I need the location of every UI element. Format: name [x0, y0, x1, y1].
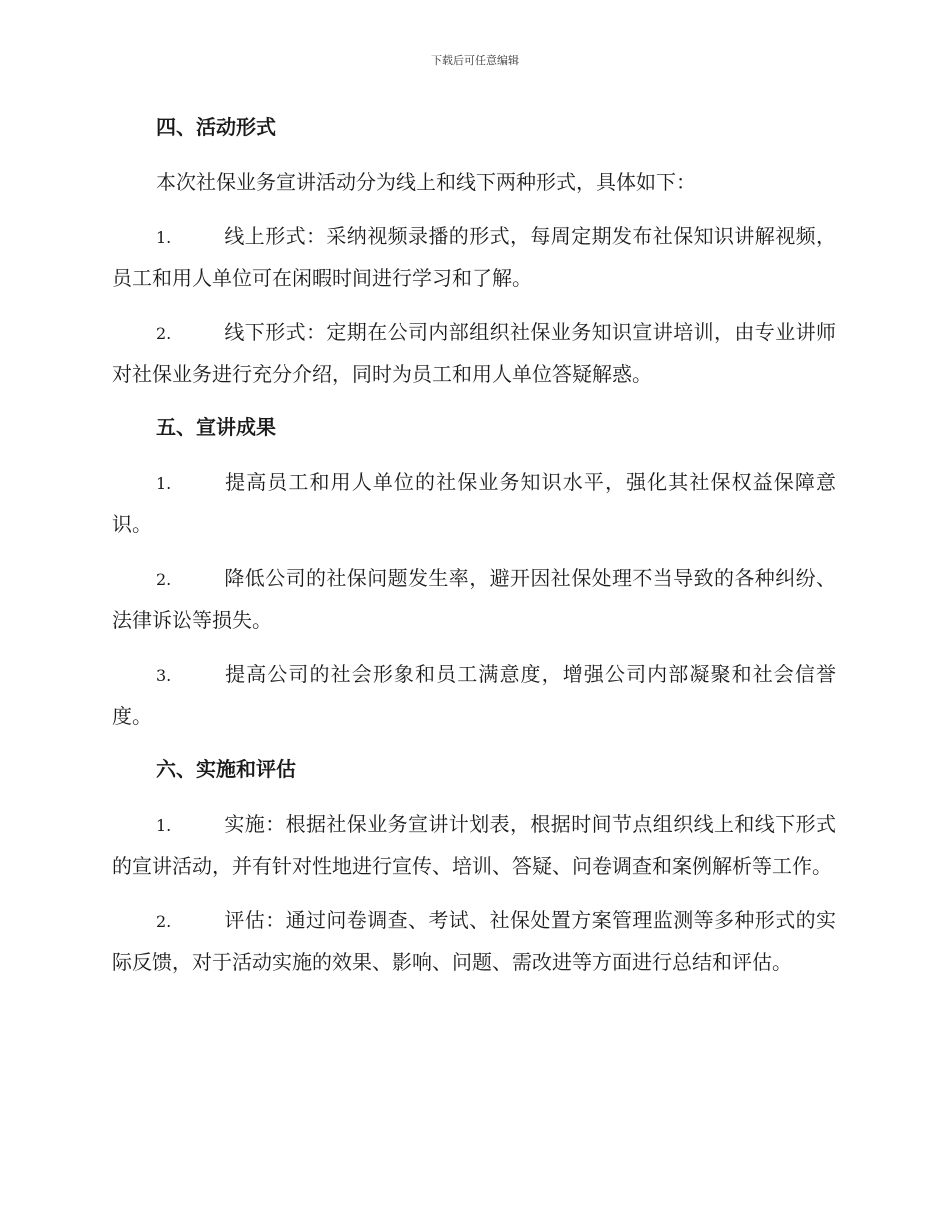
- list-item: [112, 804, 836, 886]
- item-number: 2.: [156, 570, 172, 589]
- item-number: 3.: [156, 666, 172, 685]
- item-number: 1.: [156, 228, 172, 247]
- list-item: [112, 312, 836, 394]
- item-text: 提高员工和用人单位的社保业务知识水平，强化其社保权益保障意识。: [112, 470, 836, 536]
- item-number: 2.: [156, 912, 172, 931]
- section-intro: 本次社保业务宣讲活动分为线上和线下两种形式，具体如下：: [156, 170, 696, 194]
- section-title-outcomes: 五、宣讲成果: [156, 415, 276, 439]
- list-item: [112, 900, 836, 982]
- list-item: [112, 654, 836, 736]
- list-item: [112, 558, 836, 640]
- section-title-activity-format: 四、活动形式: [156, 115, 276, 139]
- item-text: 线下形式：定期在公司内部组织社保业务知识宣讲培训，由专业讲师对社保业务进行充分介绍，同时为员工和用人单位答疑解惑。: [112, 320, 836, 386]
- item-number: 2.: [156, 324, 172, 343]
- item-number: 1.: [156, 816, 172, 835]
- item-text: 线上形式：采纳视频录播的形式，每周定期发布社保知识讲解视频，员工和用人单位可在闲暇时间进行学习和了解。: [112, 224, 836, 290]
- document-body: [112, 108, 836, 996]
- item-text: 评估：通过问卷调查、考试、社保处置方案管理监测等多种形式的实际反馈，对于活动实施的效果、影响、问题、需改进等方面进行总结和评估。: [112, 908, 836, 974]
- page-header: 下载后可任意编辑: [431, 54, 519, 67]
- item-text: 提高公司的社会形象和员工满意度，增强公司内部凝聚和社会信誉度。: [112, 662, 836, 728]
- item-number: 1.: [156, 474, 172, 493]
- item-text: 降低公司的社保问题发生率，避开因社保处理不当导致的各种纠纷、法律诉讼等损失。: [112, 566, 836, 632]
- section-title-implementation: 六、实施和评估: [156, 757, 296, 781]
- list-item: [112, 462, 836, 544]
- list-item: [112, 216, 836, 298]
- item-text: 实施：根据社保业务宣讲计划表，根据时间节点组织线上和线下形式的宣讲活动，并有针对性地进行宣传、培训、答疑、问卷调查和案例解析等工作。: [112, 812, 836, 878]
